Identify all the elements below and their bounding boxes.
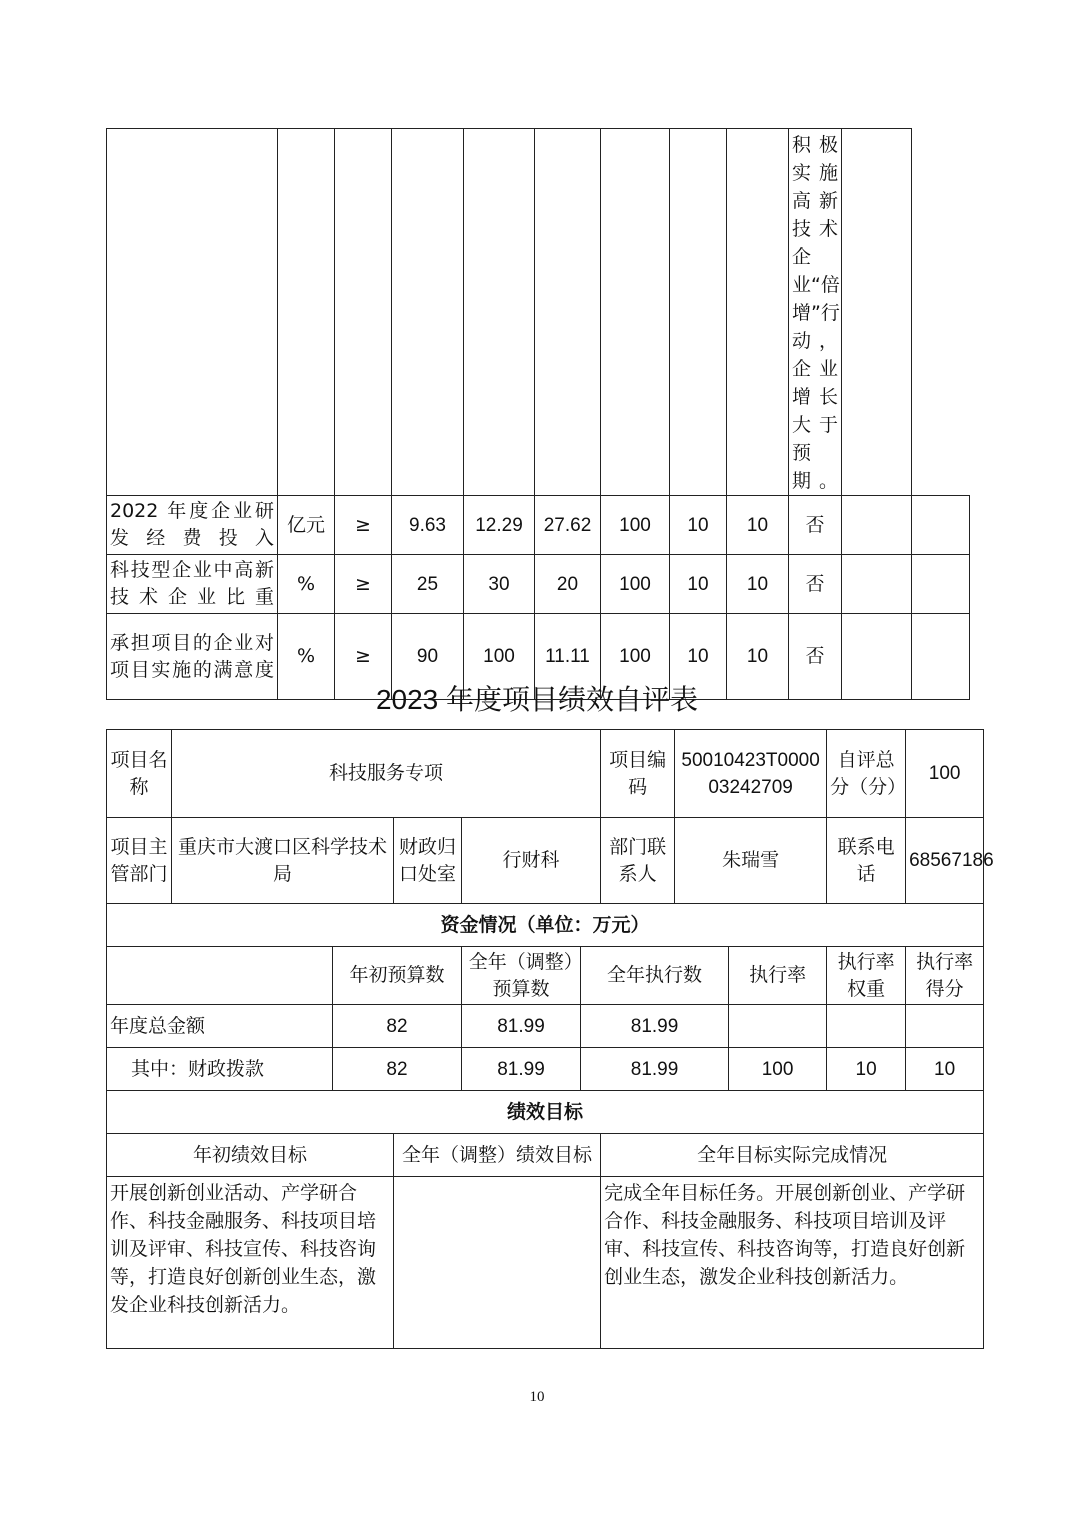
- table-cell: [107, 129, 278, 496]
- table-cell: [842, 555, 912, 614]
- col-header: 全年执行数: [581, 947, 729, 1005]
- phone: 68567186: [906, 818, 984, 904]
- project-code: 50010423T000003242709: [675, 730, 827, 818]
- funds-header: 资金情况（单位：万元）: [107, 904, 984, 947]
- indicator-value: 10: [727, 496, 789, 555]
- indicator-value: 10: [727, 614, 789, 700]
- table-row: [107, 730, 984, 818]
- table-cell: [335, 129, 392, 496]
- indicator-value: 20: [535, 555, 601, 614]
- indicator-name: 承担项目的企业对项目实施的满意度: [107, 614, 278, 700]
- table-row: [107, 1091, 984, 1134]
- table-cell: [912, 555, 970, 614]
- table-cell: [670, 129, 727, 496]
- indicator-value: 100: [464, 614, 535, 700]
- indicator-flag: 否: [789, 496, 842, 555]
- finance-office-label: 财政归口处室: [394, 818, 462, 904]
- dept-label: 项目主管部门: [107, 818, 172, 904]
- indicator-value: 25: [392, 555, 464, 614]
- fund-value: [827, 1005, 906, 1048]
- indicator-name: 科技型企业中高新技术企业比重: [107, 555, 278, 614]
- indicator-value: 10: [727, 555, 789, 614]
- fund-value: 81.99: [462, 1005, 581, 1048]
- indicator-value: 10: [670, 555, 727, 614]
- fund-value: [729, 1005, 827, 1048]
- indicator-operator: ≥: [335, 614, 392, 700]
- indicator-value: 10: [670, 614, 727, 700]
- table-cell: [535, 129, 601, 496]
- fund-row-label: 年度总金额: [107, 1005, 333, 1048]
- contact-label: 部门联系人: [601, 818, 675, 904]
- indicator-value: 11.11: [535, 614, 601, 700]
- table-cell: [464, 129, 535, 496]
- perf-header: 绩效目标: [107, 1091, 984, 1134]
- table-cell: [392, 129, 464, 496]
- indicator-unit: 亿元: [278, 496, 335, 555]
- indicator-value: 100: [601, 614, 670, 700]
- fund-value: 81.99: [462, 1048, 581, 1091]
- table-row: [107, 818, 984, 904]
- indicator-flag: 否: [789, 555, 842, 614]
- indicator-flag: 否: [789, 614, 842, 700]
- fund-value: 81.99: [581, 1005, 729, 1048]
- finance-office: 行财科: [462, 818, 601, 904]
- page-number: 10: [529, 1389, 545, 1405]
- fund-value: 10: [827, 1048, 906, 1091]
- table-row: [107, 904, 984, 947]
- page-title: 2023 年度项目绩效自评表: [375, 684, 699, 715]
- project-code-label: 项目编码: [601, 730, 675, 818]
- table-cell: [912, 496, 970, 555]
- self-score: 100: [906, 730, 984, 818]
- performance-table: [106, 729, 994, 1349]
- col-header: 执行率: [729, 947, 827, 1005]
- indicator-unit: %: [278, 555, 335, 614]
- remark-cell: 积极实施高新技术企业“倍增”行动，企业增长大于预期。: [789, 129, 842, 496]
- table-cell: [601, 129, 670, 496]
- table-row: [107, 129, 970, 496]
- project-name-label: 项目名称: [107, 730, 172, 818]
- col-header: 全年（调整）预算数: [462, 947, 581, 1005]
- table-row: [107, 555, 970, 614]
- perf-actual-text: 完成全年目标任务。开展创新创业、产学研合作、科技金融服务、科技项目培训及评审、科技宣传、科技咨询等，打造良好创新创业生态，激发企业科技创新活力。: [601, 1177, 984, 1349]
- indicator-value: 27.62: [535, 496, 601, 555]
- fund-value: 100: [729, 1048, 827, 1091]
- table-cell: [842, 496, 912, 555]
- phone-label: 联系电话: [827, 818, 906, 904]
- indicator-name: 2022 年度企业研发经费投入: [107, 496, 278, 555]
- col-header: 年初预算数: [333, 947, 462, 1005]
- table-cell: [107, 947, 333, 1005]
- col-header: 年初绩效目标: [107, 1134, 394, 1177]
- dept: 重庆市大渡口区科学技术局: [172, 818, 394, 904]
- fund-value: [906, 1005, 984, 1048]
- table-row: [107, 1177, 984, 1349]
- perf-adjusted-text: [394, 1177, 601, 1349]
- indicator-unit: %: [278, 614, 335, 700]
- col-header: 执行率得分: [906, 947, 984, 1005]
- table-row: [107, 1134, 984, 1177]
- perf-initial-text: 开展创新创业活动、产学研合作、科技金融服务、科技项目培训及评审、科技宣传、科技咨询等，打造良好创新创业生态，激发企业科技创新活力。: [107, 1177, 394, 1349]
- contact: 朱瑞雪: [675, 818, 827, 904]
- indicator-value: 90: [392, 614, 464, 700]
- fund-value: 10: [906, 1048, 984, 1091]
- fund-value: 82: [333, 1005, 462, 1048]
- indicator-value: 9.63: [392, 496, 464, 555]
- table-row: [107, 1005, 984, 1048]
- col-header: 全年（调整）绩效目标: [394, 1134, 601, 1177]
- indicator-value: 100: [601, 555, 670, 614]
- indicator-operator: ≥: [335, 555, 392, 614]
- table-cell: [842, 129, 912, 496]
- col-header: 执行率权重: [827, 947, 906, 1005]
- table-row: [107, 1048, 984, 1091]
- table-cell: [278, 129, 335, 496]
- self-score-label: 自评总分（分）: [827, 730, 906, 818]
- fund-value: 81.99: [581, 1048, 729, 1091]
- table-row: [107, 947, 984, 1005]
- fund-value: 82: [333, 1048, 462, 1091]
- table-cell: [727, 129, 789, 496]
- indicator-value: 30: [464, 555, 535, 614]
- indicator-operator: ≥: [335, 496, 392, 555]
- indicator-value: 12.29: [464, 496, 535, 555]
- col-header: 全年目标实际完成情况: [601, 1134, 984, 1177]
- table-row: [107, 496, 970, 555]
- fund-row-label: 其中：财政拨款: [107, 1048, 333, 1091]
- project-name: 科技服务专项: [172, 730, 601, 818]
- indicator-value: 10: [670, 496, 727, 555]
- indicator-value: 100: [601, 496, 670, 555]
- indicator-table: [106, 128, 970, 700]
